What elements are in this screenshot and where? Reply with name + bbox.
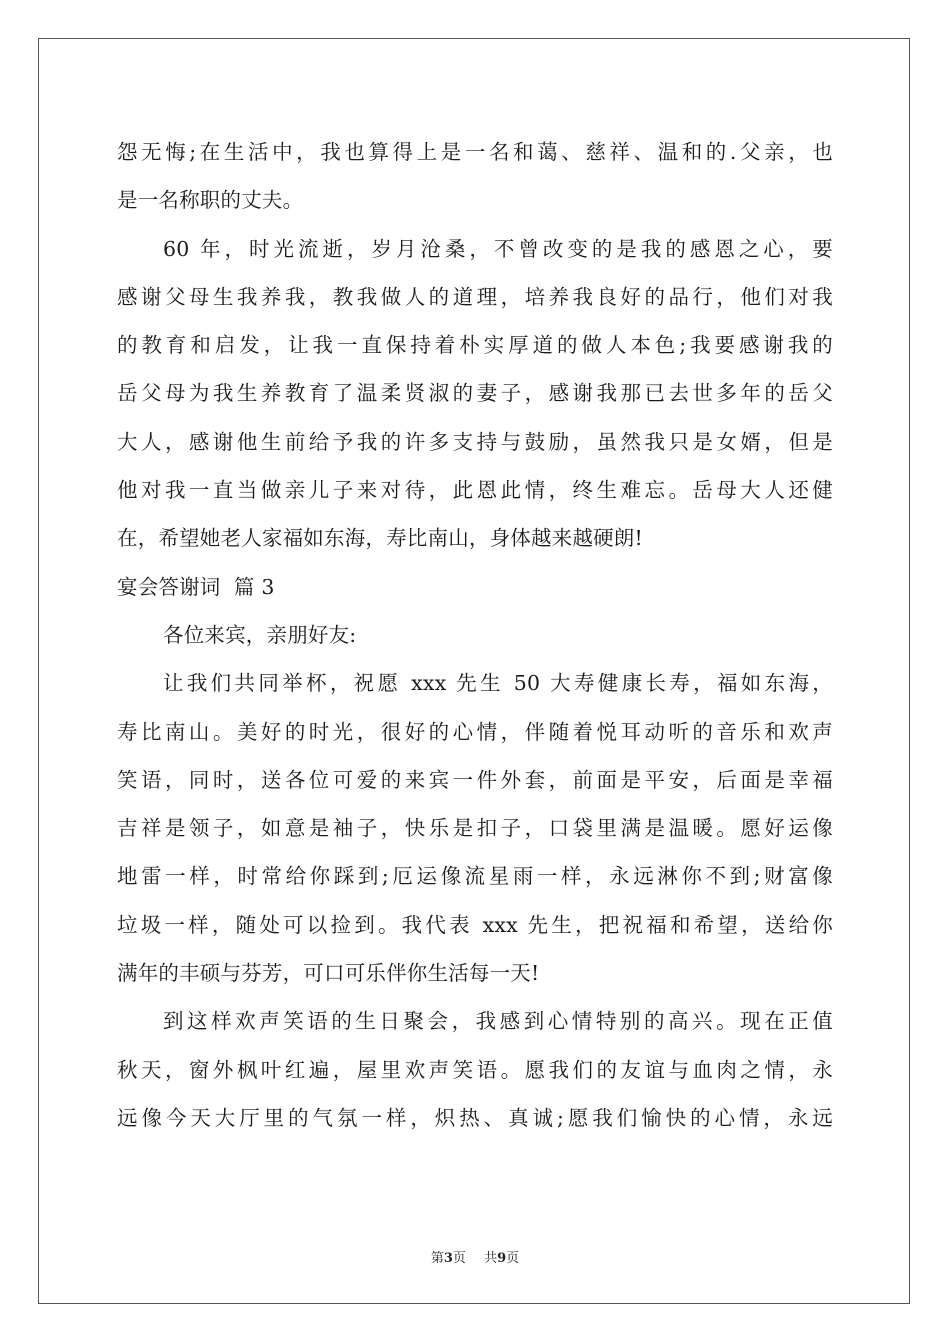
- page-total: 共9页: [484, 1251, 520, 1266]
- text-line: 感谢父母生我养我，教我做人的道理，培养我良好的品行，他们对我: [117, 284, 833, 309]
- paragraph-start-line: 60 年，时光流逝，岁月沧桑，不曾改变的是我的感恩之心，要: [163, 236, 833, 261]
- text-line: 吉祥是领子，如意是袖子，快乐是扣子，口袋里满是温暖。愿好运像: [117, 816, 833, 841]
- salutation-line: 各位来宾，亲朋好友:: [163, 622, 357, 647]
- text-line: 在，希望她老人家福如东海，寿比南山，身体越来越硬朗!: [117, 526, 643, 551]
- page-footer: [0, 1247, 950, 1266]
- text-line: 笑语，同时，送各位可爱的来宾一件外套，前面是平安，后面是幸福: [117, 767, 833, 792]
- page-number: 第3页: [430, 1251, 466, 1266]
- text-line: 秋天，窗外枫叶红遍，屋里欢声笑语。愿我们的友谊与血肉之情，永: [117, 1057, 833, 1082]
- text-line: 怨无悔;在生活中，我也算得上是一名和蔼、慈祥、温和的.父亲，也: [117, 140, 833, 164]
- text-line: 他对我一直当做亲儿子来对待，此恩此情，终生难忘。岳母大人还健: [117, 478, 833, 503]
- text-line: 满年的丰硕与芬芳，可口可乐伴你生活每一天!: [117, 961, 540, 986]
- text-line: 远像今天大厅里的气氛一样，炽热、真诚;愿我们愉快的心情，永远: [117, 1105, 833, 1130]
- paragraph-start-line: 到这样欢声笑语的生日聚会，我感到心情特别的高兴。现在正值: [163, 1009, 833, 1034]
- text-line: 大人，感谢他生前给予我的许多支持与鼓励，虽然我只是女婿，但是: [117, 429, 833, 454]
- text-line: 地雷一样，时常给你踩到;厄运像流星雨一样，永远淋你不到;财富像: [117, 864, 833, 889]
- text-line: 的教育和启发，让我一直保持着朴实厚道的做人本色;我要感谢我的: [117, 333, 833, 358]
- section-heading: 宴会答谢词 篇 3: [117, 574, 275, 599]
- paragraph-start-line: 让我们共同举杯，祝愿 xxx 先生 50 大寿健康长寿，福如东海，: [163, 671, 833, 696]
- text-line: 寿比南山。美好的时光，很好的心情，伴随着悦耳动听的音乐和欢声: [117, 719, 833, 744]
- text-line: 岳父母为我生养教育了温柔贤淑的妻子，感谢我那已去世多年的岳父: [117, 381, 833, 406]
- text-line: 垃圾一样，随处可以捡到。我代表 xxx 先生，把祝福和希望，送给你: [117, 912, 833, 937]
- text-line: 是一名称职的丈夫。: [117, 188, 304, 213]
- document-body: [117, 128, 833, 1142]
